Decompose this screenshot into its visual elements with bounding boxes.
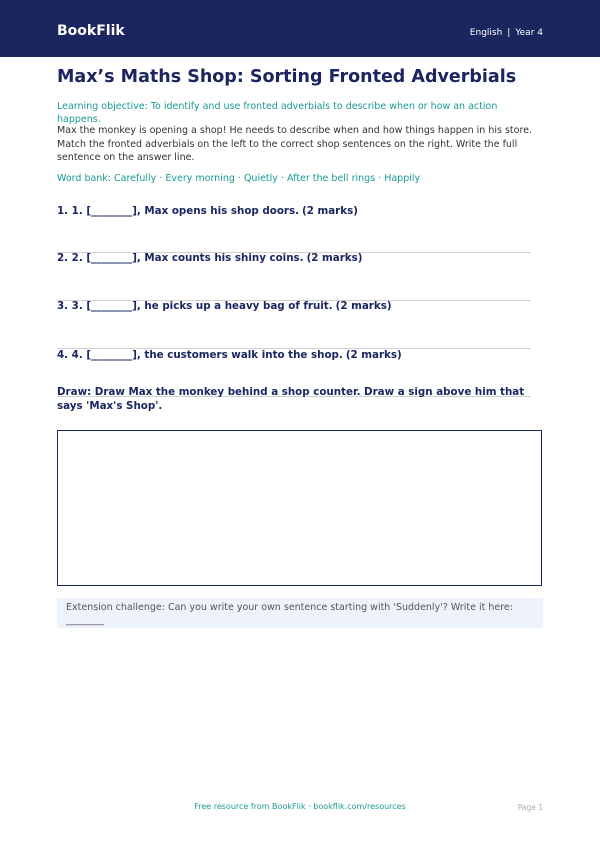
question-4	[57, 349, 531, 362]
question-1	[57, 205, 531, 218]
question-marks: (2 marks)	[345, 349, 402, 361]
year-label: Year 4	[515, 28, 543, 38]
meta-separator: |	[507, 28, 511, 38]
question-marks: (2 marks)	[306, 252, 363, 264]
page-number: Page 1	[517, 803, 543, 812]
question-text: 3. 3. [________], he picks up a heavy bag of fruit.	[57, 300, 333, 312]
header-bar	[0, 0, 600, 57]
question-text: 2. 2. [________], Max counts his shiny coins.	[57, 252, 304, 264]
question-text: 4. 4. [________], the customers walk into the shop.	[57, 349, 343, 361]
question-3	[57, 300, 531, 313]
subject-label: English	[469, 28, 503, 38]
word-bank: Word bank: Carefully · Every morning · Quietly · After the bell rings · Happily	[57, 173, 421, 184]
footer-text: Free resource from BookFlik · bookflik.com/resources	[194, 802, 406, 811]
drawing-prompt: Draw: Draw Max the monkey behind a shop counter. Draw a sign above him that says 'Max's Shop'.	[57, 386, 525, 412]
brand-logo: BookFlik	[57, 23, 125, 39]
question-2	[57, 252, 531, 265]
question-marks: (2 marks)	[302, 205, 358, 217]
page-title: Max’s Maths Shop: Sorting Fronted Adverbials	[57, 67, 517, 87]
drawing-box[interactable]	[57, 430, 542, 586]
intro-text: Max the monkey is opening a shop! He needs to describe when and how things happen in his store. Match the fronted adverbials on the left to the correct shop sentences on the right. Write the full sentence on the answer line.	[57, 125, 533, 163]
header-meta	[470, 28, 543, 39]
extension-text: Extension challenge: Can you write your own sentence starting with 'Suddenly'? Write it here: ________	[66, 602, 513, 626]
extension-box	[57, 598, 543, 628]
learning-objective: Learning objective: To identify and use fronted adverbials to describe when or how an action happens.	[57, 101, 498, 125]
question-text: 1. 1. [________], Max opens his shop doors.	[57, 205, 300, 217]
question-marks: (2 marks)	[335, 300, 392, 312]
